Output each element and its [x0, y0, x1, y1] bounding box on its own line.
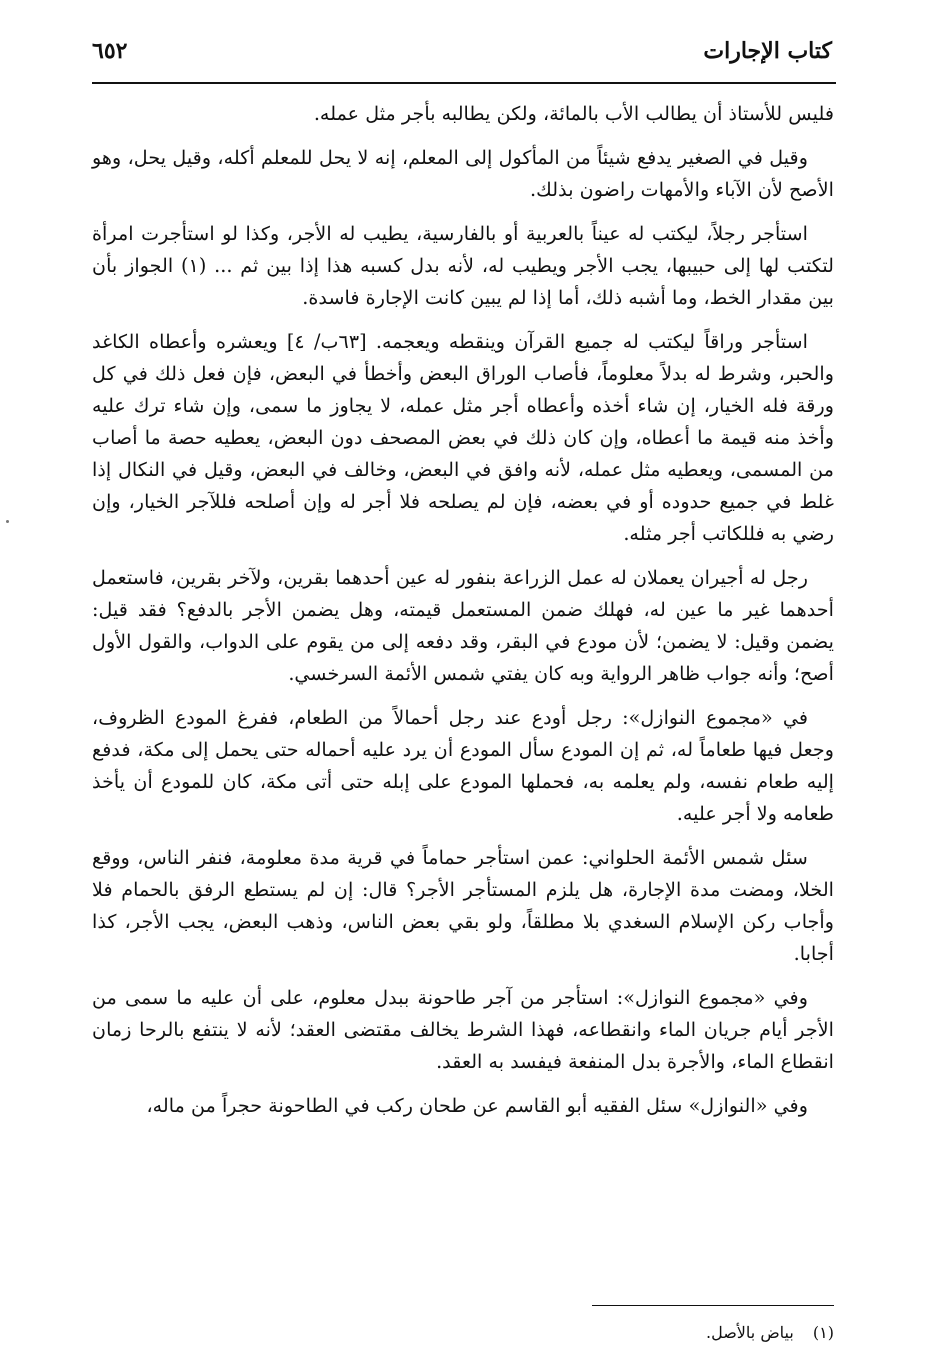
- page-number: ٦٥٢: [92, 38, 128, 64]
- header-divider: [92, 82, 836, 84]
- paragraph: سئل شمس الأئمة الحلواني: عمن استأجر حماماً في قرية مدة معلومة، فنفر الناس، ووقع الخلا، ومضت مدة الإجارة، هل يلزم المستأجر الأجر؟ قال: إن لم يستطع الرفق بالحمام فلا وأجاب ركن الإسلام السغدي بلا مطلقاً، ولو بقي بعض الناس، وذهب البعض، يجب الأجر، كذا أجابا.: [92, 846, 834, 965]
- running-title: كتاب الإجارات: [703, 38, 832, 64]
- paragraph: فليس للأستاذ أن يطالب الأب بالمائة، ولكن يطالبه بأجر مثل عمله.: [313, 102, 834, 125]
- footnote-number: (١): [812, 1323, 834, 1342]
- paragraph: في «مجموع النوازل»: رجل أودع عند رجل أحمالاً من الطعام، ففرغ المودع الظروف، وجعل فيها طعاماً له، ثم إن المودع سأل المودع أن يرد عليه أحماله حتى يحمل إلى مكة، فدفع إليه طعام نفسه، ولم يعلمه به، فحملها المودع على إبله حتى أتى مكة، كان للمودع أن يأخذ طعامه ولا أجر عليه.: [92, 706, 834, 825]
- footnote-text: بياض بالأصل.: [705, 1323, 794, 1342]
- paragraph: وفي «النوازل» سئل الفقيه أبو القاسم عن طحان ركب في الطاحونة حجراً من ماله،: [146, 1094, 808, 1117]
- paragraph: وفي «مجموع النوازل»: استأجر من آجر طاحونة ببدل معلوم، على أن عليه ما سمى من الأجر أيام جريان الماء وانقطاعه، فهذا الشرط يخالف مقتضى العقد؛ لأنه لا ينتفع بالرحا زمان انقطاع الماء، والأجرة بدل المنفعة فيفسد به العقد.: [92, 986, 834, 1073]
- footnote-divider: [592, 1305, 834, 1306]
- paragraph: وقيل في الصغير يدفع شيئاً من المأكول إلى المعلم، إنه لا يحل للمعلم أكله، وقيل يحل، وهو الأصح لأن الآباء والأمهات راضون بذلك.: [92, 146, 834, 201]
- main-text: [92, 98, 834, 1134]
- paragraph: استأجر وراقاً ليكتب له جميع القرآن وينقطه ويعجمه. [٦٣ب/ ٤] ويعشره وأعطاه الكاغد والحبر، وشرط له بدلاً معلوماً، فأصاب الوراق البعض وأخطأ في البعض، فإن فعل ذلك في كل ورقة فله الخيار، إن شاء أخذه وأعطاه أجر مثل عمله، لا يجاوز ما سمى، وإن شاء ترك عليه وأخذ منه قيمة ما أعطاه، وإن كان ذلك في بعض المصحف دون البعض، يعطيه حصة ما أصاب من المسمى، ويعطيه مثل عمله، لأنه وافق في البعض، وخالف في البعض، وقيل في النكال إذا غلط في جميع حدوده أو في بعضه، فإن لم يصلحه فلا أجر له وإن أصلحه فللآجر الخيار، وإن رضي به فللكاتب أجر مثله.: [92, 330, 834, 545]
- scan-speck: [6, 520, 9, 523]
- paragraph: استأجر رجلاً، ليكتب له عيناً بالعربية أو بالفارسية، يطيب له الأجر، وكذا لو استأجرت امرأة لتكتب لها إلى حبيبها، يجب الأجر ويطيب له، لأنه بدل كسبه هذا إذا بين ثم ... (١) الجواز بأن بين مقدار الخط، وما أشبه ذلك، أما إذا لم يبين كانت الإجارة فاسدة.: [92, 222, 834, 309]
- paragraph: رجل له أجيران يعملان له عمل الزراعة بنفور له عين أحدهما بقرين، ولآخر بقرين، فاستعمل أحدهما غير ما عين له، فهلك ضمن المستعمل قيمته، وهل يضمن الأجر بالدفع؟ فقد قيل: يضمن وقيل: لا يضمن؛ لأن مودع في البقر، وقد دفعه إلى من يقوم على الدواب، والقول الأول أصح؛ وأنه جواب ظاهر الرواية وبه كان يفتي شمس الأئمة السرخسي.: [92, 566, 834, 685]
- footnote: [434, 1322, 834, 1344]
- page-header: [92, 38, 832, 78]
